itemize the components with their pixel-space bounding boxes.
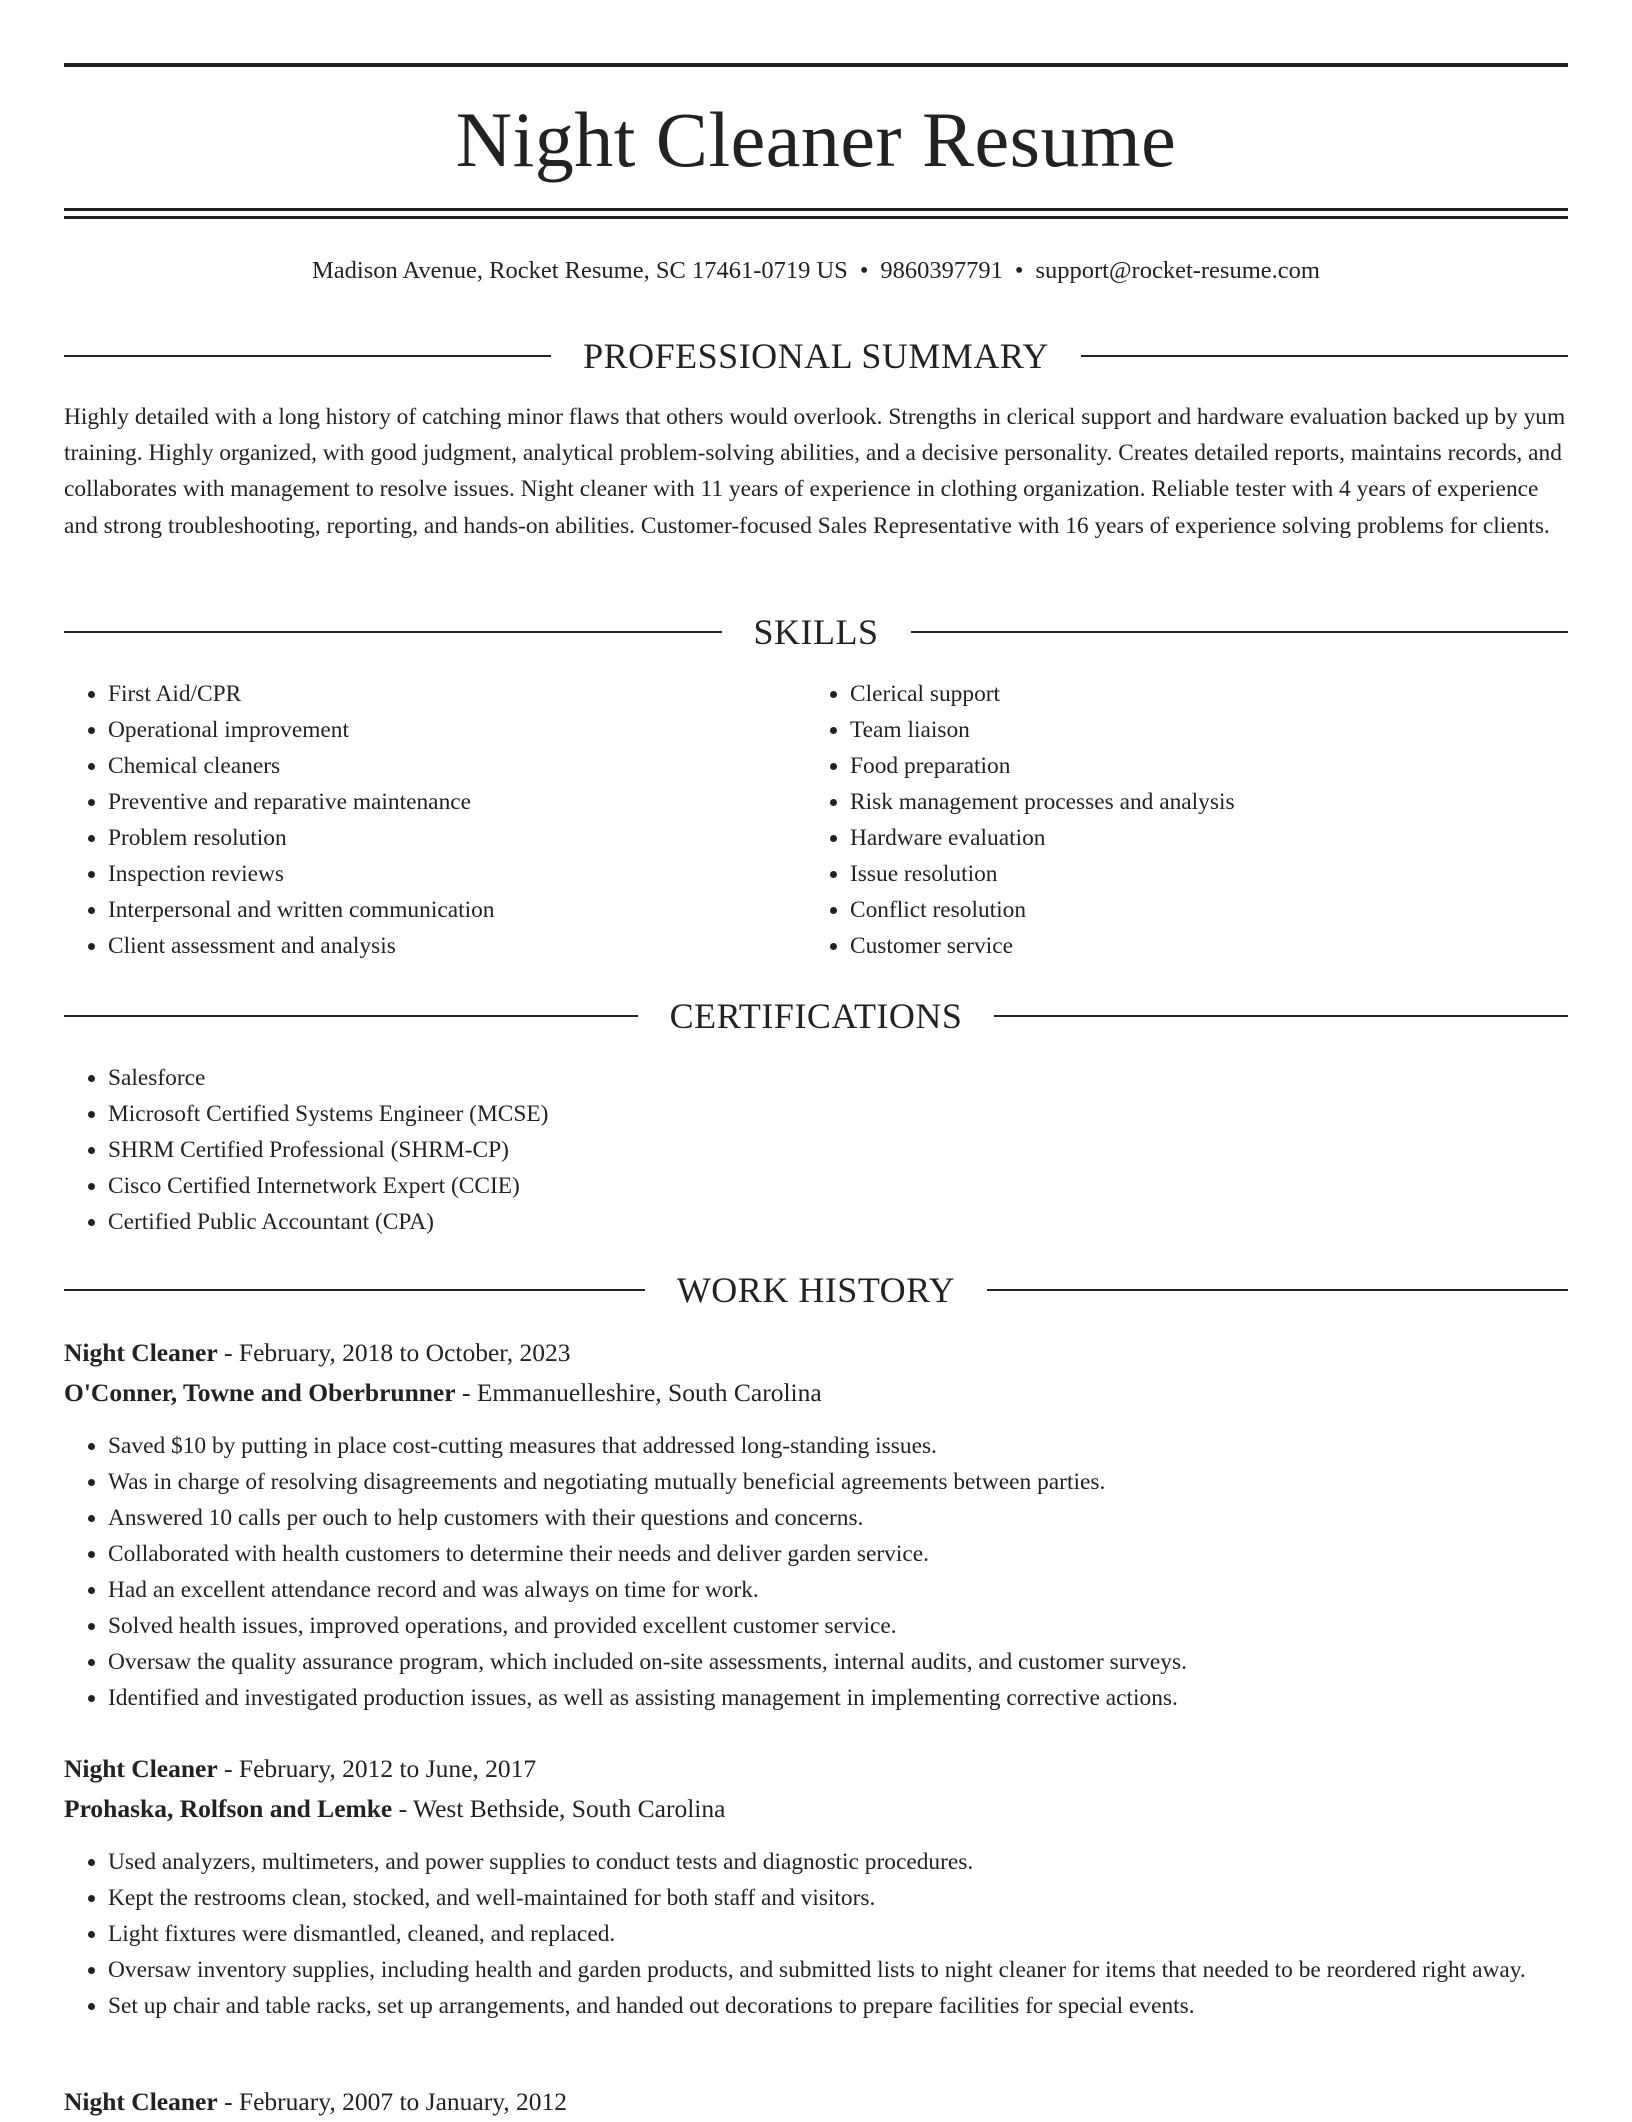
list-item: • Risk management processes and analysis: [850, 784, 1610, 820]
job-title: Night Cleaner: [64, 1754, 218, 1783]
contact-line: [64, 254, 1568, 288]
section-heading-skills: [64, 607, 1568, 657]
section-title: WORK HISTORY: [676, 1270, 956, 1310]
list-item: • Chemical cleaners: [108, 748, 808, 784]
summary-text: Highly detailed with a long history of catching minor flaws that others would overlook. Strengths in clerical support and hardware evaluation backed up by yum training. Highly organized, with good judgment, analytical problem-solving abilities, and a decisive personality. Creates detailed reports, maintains records, and collaborates with management to resolve issues. Night cleaner with 11 years of experience in clothing organization. Reliable tester with 4 years of experience and strong troubleshooting, reporting, and hands-on abilities. Customer-focused Sales Representative with 16 years of experience solving problems for clients.: [64, 404, 1566, 539]
divider: [994, 1015, 1568, 1017]
list-item: • Inspection reviews: [108, 856, 808, 892]
section-title: SKILLS: [753, 612, 879, 652]
job-title-line: [64, 1749, 1568, 1789]
title-rule-upper: [64, 208, 1568, 211]
divider: [987, 1289, 1568, 1291]
list-item: • Kept the restrooms clean, stocked, and well-maintained for both staff and visitors.: [108, 1880, 1608, 1916]
job-location: - Emmanuelleshire, South Carolina: [455, 1378, 822, 1407]
job-title: Night Cleaner: [64, 2087, 218, 2116]
divider: [64, 1289, 645, 1291]
list-item: • Was in charge of resolving disagreements and negotiating mutually beneficial agreements between parties.: [108, 1464, 1608, 1500]
list-item: • Team liaison: [850, 712, 1610, 748]
section-heading-work-history: [64, 1265, 1568, 1315]
job-company-line: [64, 1789, 1568, 1829]
list-item: • Saved $10 by putting in place cost-cutting measures that addressed long-standing issues.: [108, 1428, 1608, 1464]
job-dates: - February, 2018 to October, 2023: [217, 1338, 571, 1367]
job-bullets: [64, 1844, 1608, 2024]
list-item: • Oversaw inventory supplies, including health and garden products, and submitted lists to night cleaner for items that needed to be reordered right away.: [108, 1952, 1608, 1988]
list-item: • Salesforce: [108, 1060, 1608, 1096]
list-item: • Hardware evaluation: [850, 820, 1610, 856]
section-heading-certifications: [64, 991, 1568, 1041]
list-item: • Interpersonal and written communication: [108, 892, 808, 928]
list-item: • Microsoft Certified Systems Engineer (MCSE): [108, 1096, 1608, 1132]
contact-email: support@rocket-resume.com: [1035, 257, 1320, 284]
contact-separator: •: [859, 257, 869, 284]
skills-list-left: [64, 676, 808, 964]
contact-phone: 9860397791: [880, 257, 1003, 284]
list-item: • Collaborated with health customers to determine their needs and deliver garden service.: [108, 1536, 1608, 1572]
list-item: • Operational improvement: [108, 712, 808, 748]
top-rule: [64, 63, 1568, 67]
list-item: • Conflict resolution: [850, 892, 1610, 928]
list-item: • Issue resolution: [850, 856, 1610, 892]
section-heading-summary: [64, 331, 1568, 381]
title-rule-lower: [64, 216, 1568, 219]
divider: [911, 631, 1569, 633]
list-item: • Oversaw the quality assurance program, which included on-site assessments, internal audits, and customer surveys.: [108, 1644, 1608, 1680]
job-dates: - February, 2007 to January, 2012: [217, 2087, 568, 2116]
divider: [64, 355, 551, 357]
list-item: • Clerical support: [850, 676, 1610, 712]
job-bullets: [64, 1428, 1608, 1716]
list-item: • Used analyzers, multimeters, and power supplies to conduct tests and diagnostic procedures.: [108, 1844, 1608, 1880]
skills-list-right: [806, 676, 1610, 964]
job-company: Prohaska, Rolfson and Lemke: [64, 1794, 393, 1823]
list-item: • Light fixtures were dismantled, cleaned, and replaced.: [108, 1916, 1608, 1952]
list-item: • Client assessment and analysis: [108, 928, 808, 964]
list-item: • SHRM Certified Professional (SHRM-CP): [108, 1132, 1608, 1168]
certifications-list: [64, 1060, 1608, 1240]
contact-separator: •: [1014, 257, 1024, 284]
divider: [64, 1015, 638, 1017]
list-item: • Answered 10 calls per ouch to help customers with their questions and concerns.: [108, 1500, 1608, 1536]
list-item: • Food preparation: [850, 748, 1610, 784]
list-item: • Had an excellent attendance record and was always on time for work.: [108, 1572, 1608, 1608]
list-item: • Preventive and reparative maintenance: [108, 784, 808, 820]
list-item: • Certified Public Accountant (CPA): [108, 1204, 1608, 1240]
section-title: CERTIFICATIONS: [669, 996, 963, 1036]
contact-address: Madison Avenue, Rocket Resume, SC 17461-0719 US: [312, 257, 848, 284]
divider: [1081, 355, 1568, 357]
job-title: Night Cleaner: [64, 1338, 218, 1367]
job-company: O'Conner, Towne and Oberbrunner: [64, 1378, 456, 1407]
job-title-line: [64, 2082, 1568, 2122]
list-item: • Cisco Certified Internetwork Expert (CCIE): [108, 1168, 1608, 1204]
list-item: • Set up chair and table racks, set up arrangements, and handed out decorations to prepare facilities for special events.: [108, 1988, 1608, 2024]
job-location: - West Bethside, South Carolina: [392, 1794, 726, 1823]
divider: [64, 631, 722, 633]
list-item: • Customer service: [850, 928, 1610, 964]
list-item: • Solved health issues, improved operations, and provided excellent customer service.: [108, 1608, 1608, 1644]
list-item: • Identified and investigated production issues, as well as assisting management in implementing corrective actions.: [108, 1680, 1608, 1716]
job-dates: - February, 2012 to June, 2017: [217, 1754, 537, 1783]
job-title-line: [64, 1333, 1568, 1373]
section-title: PROFESSIONAL SUMMARY: [583, 336, 1049, 376]
page-title: Night Cleaner Resume: [455, 96, 1177, 183]
list-item: • First Aid/CPR: [108, 676, 808, 712]
job-company-line: [64, 1373, 1568, 1413]
list-item: • Problem resolution: [108, 820, 808, 856]
